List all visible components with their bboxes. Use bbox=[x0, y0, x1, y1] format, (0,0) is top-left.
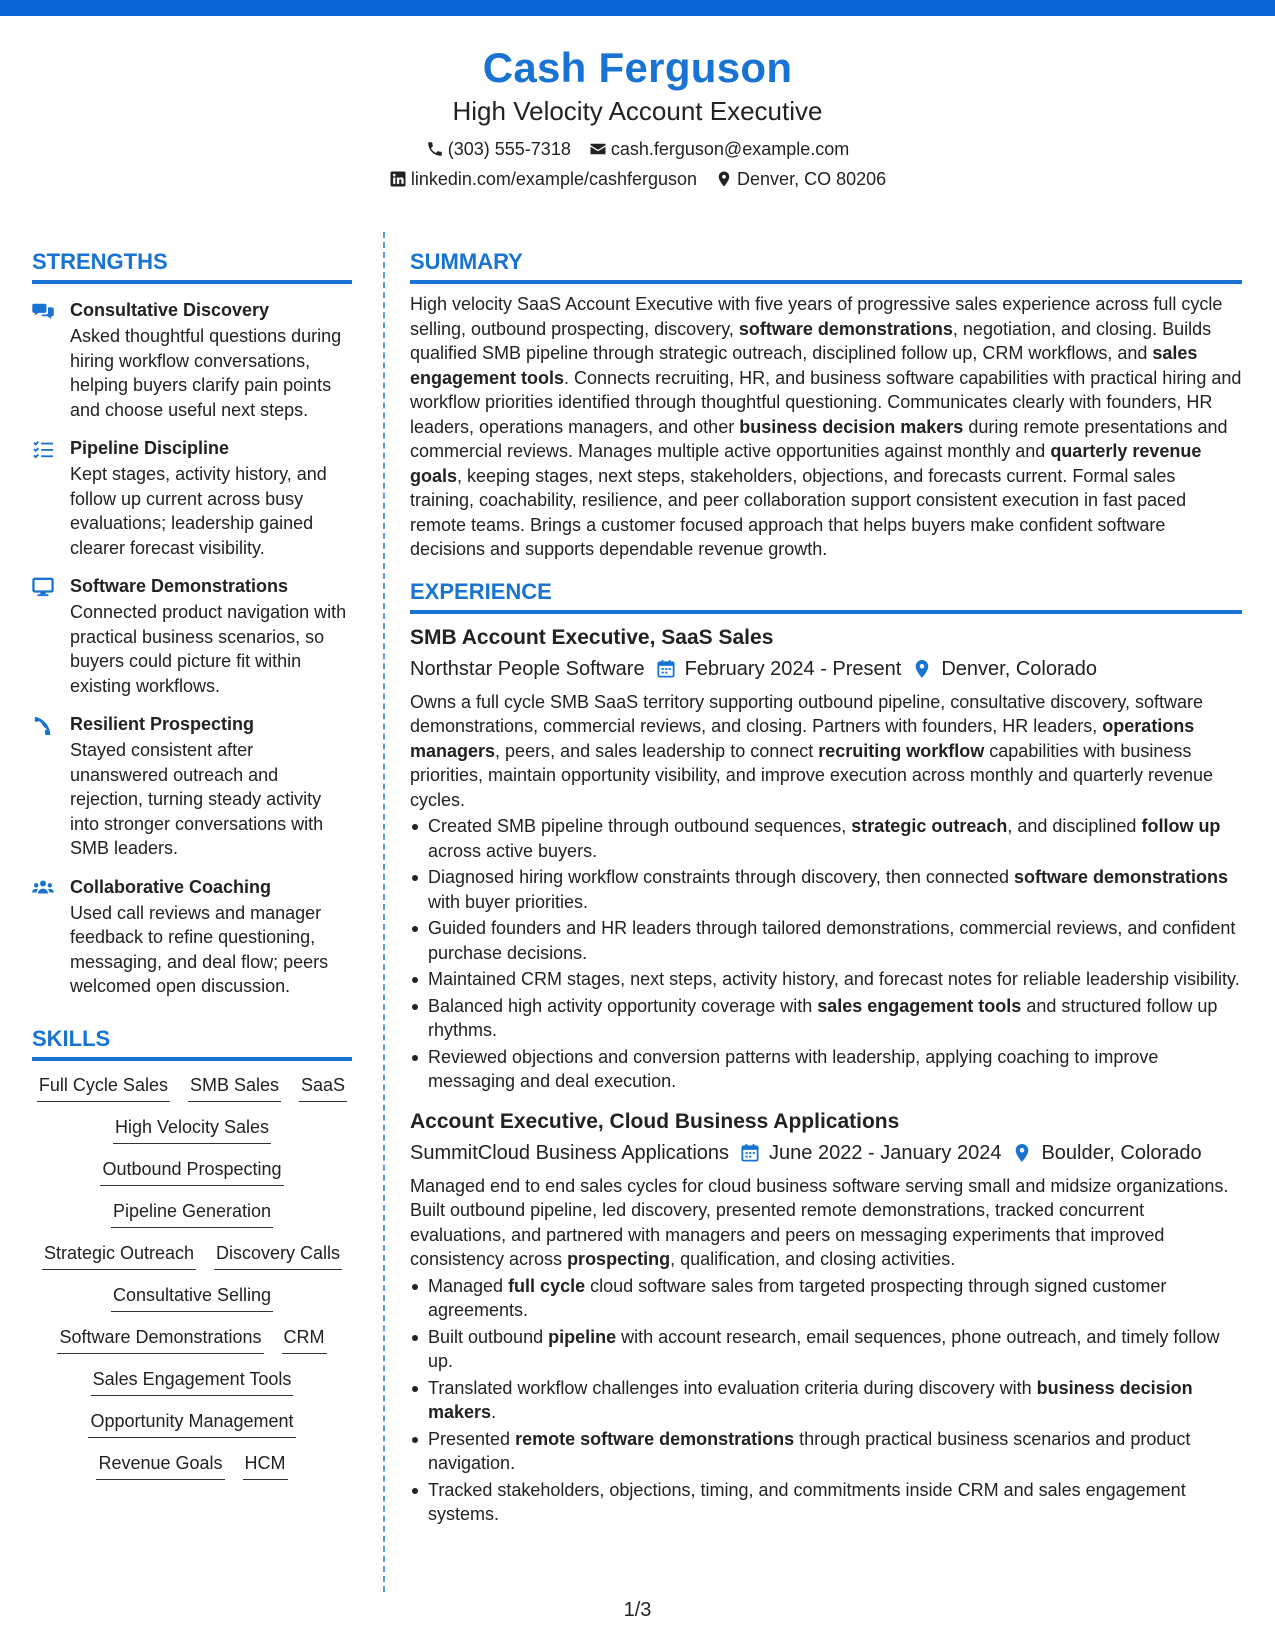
company-name: SummitCloud Business Applications bbox=[410, 1141, 730, 1164]
text-run: Reviewed objections and conversion patterns with leadership, applying coaching to improve messaging and deal execution. bbox=[428, 1046, 1159, 1091]
job-location bbox=[901, 654, 1097, 684]
strength-item bbox=[32, 712, 352, 861]
envelope-icon bbox=[589, 140, 607, 158]
strength-desc: Used call reviews and manager feedback to refine questioning, messaging, and deal flow; peers welcomed open discussion. bbox=[70, 902, 329, 996]
bold-keyword: recruiting workflow bbox=[818, 740, 985, 761]
resume-header bbox=[0, 40, 1275, 194]
phone-number: (303) 555-7318 bbox=[447, 139, 571, 159]
strength-item bbox=[32, 875, 352, 999]
text-run: Maintained CRM stages, next steps, activity history, and forecast notes for reliable leadership visibility. bbox=[428, 969, 1240, 989]
skill-chip: Revenue Goals bbox=[96, 1451, 224, 1480]
text-run: Built outbound bbox=[428, 1326, 549, 1347]
bullet-item bbox=[410, 814, 1242, 863]
contact-row-1 bbox=[0, 134, 1275, 164]
strength-desc: Connected product navigation with practical business scenarios, so buyers could picture fit within existing workflows. bbox=[70, 602, 347, 696]
job-entry bbox=[410, 624, 1242, 1094]
strength-name: Pipeline Discipline bbox=[70, 438, 230, 458]
skills-section bbox=[32, 1025, 352, 1480]
map-pin-icon bbox=[913, 659, 931, 679]
company-name: Northstar People Software bbox=[410, 657, 645, 680]
bold-keyword: quarterly revenue goals bbox=[410, 441, 1202, 486]
job-dates bbox=[729, 1138, 1001, 1168]
checklist-icon bbox=[32, 439, 54, 459]
skill-row bbox=[32, 1241, 352, 1270]
bold-keyword: sales engagement tools bbox=[410, 343, 1198, 388]
skill-chip: Software Demonstrations bbox=[57, 1325, 263, 1354]
bold-keyword: pipeline bbox=[548, 1326, 617, 1347]
strength-item bbox=[32, 298, 352, 422]
strength-name: Resilient Prospecting bbox=[70, 714, 255, 734]
text-run: Managed end to end sales cycles for cloud business software serving small and midsize organizations. Built outbound pipeline, led discovery, presented remote demonstrations, tracked concurrent evaluations, and partnered with managers and peers on messaging experiments that improved consistency across bbox=[410, 1175, 1229, 1269]
bullet-item bbox=[410, 916, 1242, 965]
text-run: , and disciplined bbox=[1007, 816, 1142, 836]
skill-chip: Consultative Selling bbox=[111, 1283, 273, 1312]
strengths-list bbox=[32, 298, 352, 999]
bold-keyword: remote software demonstrations bbox=[515, 1428, 795, 1449]
job-dates-text: February 2024 - Present bbox=[684, 657, 902, 680]
skill-chip: Outbound Prospecting bbox=[100, 1157, 283, 1186]
text-run: during remote presentations and commercial reviews. Manages multiple active opportunities against monthly and bbox=[410, 416, 1228, 461]
job-location-text: Boulder, Colorado bbox=[1041, 1141, 1202, 1164]
chat-bubbles-icon bbox=[32, 301, 54, 321]
bold-keyword: business decision makers bbox=[739, 416, 964, 437]
skill-chip: Discovery Calls bbox=[214, 1241, 342, 1270]
calendar-icon bbox=[741, 1143, 759, 1163]
skills-list bbox=[32, 1073, 352, 1480]
bold-keyword: software demonstrations bbox=[1013, 867, 1229, 887]
skill-chip: SaaS bbox=[299, 1073, 347, 1102]
location-text: Denver, CO 80206 bbox=[737, 169, 887, 189]
bullet-item bbox=[410, 865, 1242, 914]
skill-chip: High Velocity Sales bbox=[113, 1115, 271, 1144]
text-run: Presented bbox=[428, 1428, 516, 1449]
summary-heading: SUMMARY bbox=[410, 248, 1242, 284]
text-run: . Connects recruiting, HR, and business software capabilities with practical hiring and workflow priorities identified through thoughtful questioning. Communicates clearly with founders, HR leaders, operations managers, and other bbox=[410, 367, 1242, 437]
phone-icon bbox=[32, 715, 54, 735]
skill-row bbox=[32, 1409, 352, 1438]
page-number: 1/3 bbox=[623, 1599, 652, 1621]
text-run: Created SMB pipeline through outbound sequences, bbox=[428, 816, 852, 836]
strength-name: Consultative Discovery bbox=[70, 300, 270, 320]
map-pin-icon bbox=[1013, 1143, 1031, 1163]
linkedin-icon bbox=[389, 170, 407, 188]
job-meta bbox=[410, 654, 1242, 684]
linkedin-url[interactable]: linkedin.com/example/cashferguson bbox=[410, 169, 698, 189]
experience-heading: EXPERIENCE bbox=[410, 578, 1242, 614]
email-address[interactable]: cash.ferguson@example.com bbox=[610, 139, 850, 159]
job-title: Account Executive, Cloud Business Applications bbox=[410, 1109, 900, 1133]
text-run: capabilities with business priorities, maintain opportunity visibility, and improve execution across monthly and quarterly revenue cycles. bbox=[410, 740, 1214, 810]
job-title: SMB Account Executive, SaaS Sales bbox=[410, 625, 774, 649]
bullet-item bbox=[410, 1427, 1242, 1476]
job-dates-text: June 2022 - January 2024 bbox=[769, 1141, 1002, 1164]
skill-row bbox=[32, 1073, 352, 1102]
skill-row bbox=[32, 1283, 352, 1312]
strength-name: Software Demonstrations bbox=[70, 576, 289, 596]
bold-keyword: sales engagement tools bbox=[817, 995, 1022, 1016]
job-bullets bbox=[410, 814, 1242, 1094]
text-run: with account research, email sequences, phone outreach, and timely follow up. bbox=[428, 1326, 1220, 1371]
strengths-heading: STRENGTHS bbox=[32, 248, 352, 284]
job-bullets bbox=[410, 1274, 1242, 1527]
skills-heading: SKILLS bbox=[32, 1025, 352, 1061]
strength-desc: Asked thoughtful questions during hiring workflow conversations, helping buyers clarify pain points and choose useful next steps. bbox=[70, 326, 342, 420]
text-run: , negotiation, and closing. Builds qualified SMB pipeline through strategic outreach, disciplined follow up, CRM workflows, and bbox=[410, 318, 1212, 363]
experience-section bbox=[410, 578, 1242, 1527]
skill-chip: Opportunity Management bbox=[88, 1409, 295, 1438]
contact-row-2 bbox=[0, 164, 1275, 194]
job-location-text: Denver, Colorado bbox=[941, 657, 1097, 680]
strength-desc: Kept stages, activity history, and follow up current across busy evaluations; leadership gained clearer forecast visibility. bbox=[70, 464, 327, 558]
bold-keyword: business decision makers bbox=[428, 1377, 1193, 1422]
skill-chip: Strategic Outreach bbox=[42, 1241, 196, 1270]
skill-row bbox=[32, 1367, 352, 1396]
skill-chip: Full Cycle Sales bbox=[37, 1073, 170, 1102]
strength-name: Collaborative Coaching bbox=[70, 876, 272, 897]
job-entry bbox=[410, 1108, 1242, 1527]
calendar-icon bbox=[657, 659, 675, 679]
phone-contact bbox=[426, 134, 571, 164]
skill-row bbox=[32, 1115, 352, 1144]
job-list bbox=[410, 624, 1242, 1527]
text-run: and structured follow up rhythms. bbox=[428, 995, 1218, 1040]
top-accent-bar bbox=[0, 0, 1275, 16]
text-run: cloud software sales from targeted prospecting through signed customer agreements. bbox=[428, 1275, 1167, 1320]
linkedin-contact[interactable] bbox=[389, 164, 697, 194]
users-icon bbox=[32, 878, 54, 898]
summary-text bbox=[410, 292, 1242, 562]
bullet-item bbox=[410, 994, 1242, 1043]
text-run: Guided founders and HR leaders through tailored demonstrations, commercial reviews, and confident purchase decisions. bbox=[428, 918, 1236, 963]
strength-item bbox=[32, 436, 352, 560]
skill-row bbox=[32, 1451, 352, 1480]
job-description bbox=[410, 1174, 1242, 1272]
bullet-item bbox=[410, 1478, 1242, 1527]
bold-keyword: strategic outreach bbox=[851, 816, 1008, 836]
skill-row bbox=[32, 1157, 352, 1186]
text-run: High velocity SaaS Account Executive with five years of progressive sales experience across full cycle selling, outbound prospecting, discovery, bbox=[410, 294, 1223, 339]
job-dates bbox=[645, 654, 902, 684]
email-contact[interactable] bbox=[589, 134, 849, 164]
text-run: , qualification, and closing activities. bbox=[670, 1249, 956, 1269]
skill-chip: Sales Engagement Tools bbox=[91, 1367, 294, 1396]
column-divider bbox=[383, 232, 385, 1592]
phone-icon bbox=[426, 140, 444, 158]
skill-chip: CRM bbox=[282, 1325, 327, 1354]
skill-row bbox=[32, 1325, 352, 1354]
text-run: across active buyers. bbox=[428, 840, 598, 861]
skill-row bbox=[32, 1199, 352, 1228]
job-description bbox=[410, 690, 1242, 813]
bullet-item bbox=[410, 1325, 1242, 1374]
bullet-item bbox=[410, 1274, 1242, 1323]
text-run: Tracked stakeholders, objections, timing, and commitments inside CRM and sales engagement systems. bbox=[428, 1479, 1186, 1524]
job-meta bbox=[410, 1138, 1242, 1168]
skill-chip: Pipeline Generation bbox=[111, 1199, 273, 1228]
text-run: . bbox=[491, 1402, 497, 1422]
bold-keyword: software demonstrations bbox=[738, 318, 953, 339]
text-run: , peers, and sales leadership to connect bbox=[495, 740, 819, 761]
text-run: , keeping stages, next steps, stakeholders, objections, and forecasts current. Formal sales training, coachability, resilience, and peer collaboration support consistent execution in fast paced remote teams. Brings a customer focused approach that helps buyers make confident software decisions and supports dependable revenue growth. bbox=[410, 465, 1187, 559]
location-contact bbox=[715, 164, 886, 194]
bold-keyword: prospecting bbox=[567, 1249, 671, 1269]
text-run: with buyer priorities. bbox=[428, 891, 589, 912]
bold-keyword: full cycle bbox=[508, 1275, 586, 1296]
bullet-item bbox=[410, 1045, 1242, 1094]
text-run: Balanced high activity opportunity coverage with bbox=[428, 995, 818, 1016]
bold-keyword: follow up bbox=[1141, 816, 1221, 836]
strength-desc: Stayed consistent after unanswered outreach and rejection, turning steady activity into stronger conversations with SMB leaders. bbox=[70, 740, 324, 858]
candidate-name: Cash Ferguson bbox=[482, 44, 793, 91]
text-run: Translated workflow challenges into evaluation criteria during discovery with bbox=[428, 1377, 1037, 1398]
text-run: Managed bbox=[428, 1275, 509, 1296]
strength-item bbox=[32, 574, 352, 698]
monitor-icon bbox=[32, 577, 54, 597]
left-column bbox=[32, 248, 352, 1493]
candidate-title: High Velocity Account Executive bbox=[452, 96, 823, 126]
text-run: Diagnosed hiring workflow constraints through discovery, then connected bbox=[428, 867, 1014, 887]
bullet-item bbox=[410, 967, 1242, 992]
text-run: through practical business scenarios and product navigation. bbox=[428, 1428, 1191, 1473]
right-column bbox=[410, 248, 1242, 1529]
skill-chip: HCM bbox=[243, 1451, 288, 1480]
skill-chip: SMB Sales bbox=[188, 1073, 281, 1102]
job-location bbox=[1001, 1138, 1201, 1168]
text-run: Owns a full cycle SMB SaaS territory supporting outbound pipeline, consultative discovery, software demonstrations, commercial reviews, and closing. Partners with founders, HR leaders, bbox=[410, 691, 1204, 736]
bullet-item bbox=[410, 1376, 1242, 1425]
map-pin-icon bbox=[715, 170, 733, 188]
bold-keyword: operations managers bbox=[410, 716, 1195, 761]
